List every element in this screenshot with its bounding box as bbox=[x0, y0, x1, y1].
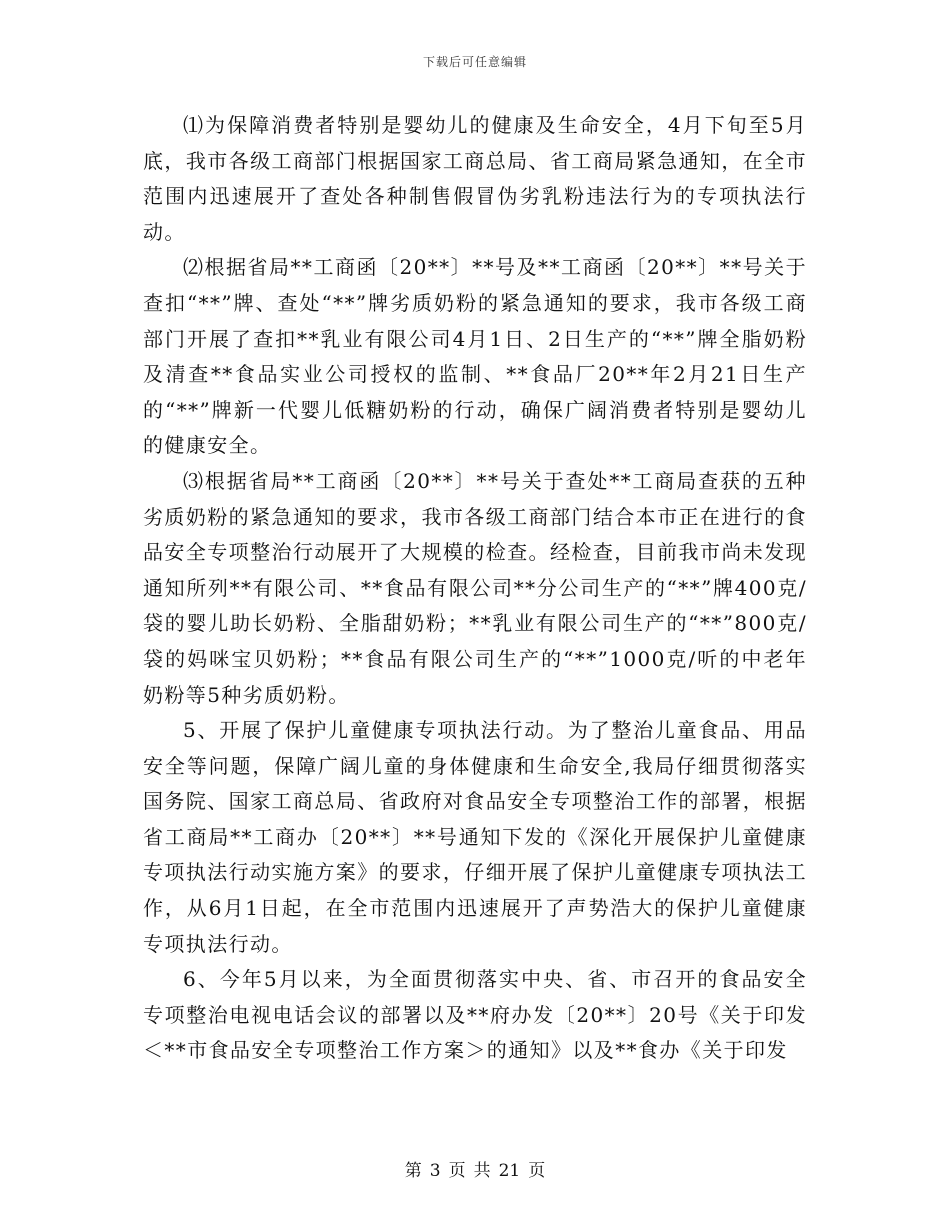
paragraph-4: 5、开展了保护儿童健康专项执法行动。为了整治儿童食品、用品安全等问题，保障广阔儿童的身体健康和生命安全,我局仔细贯彻落实国务院、国家工商总局、省政府对食品安全专项整治工作的部署，根据省工商局**工商办〔20**〕**号通知下发的《深化开展保护儿童健康专项执法行动实施方案》的要求，仔细开展了保护儿童健康专项执法工作，从6月1日起，在全市范围内迅速展开了声势浩大的保护儿童健康专项执法行动。 bbox=[143, 718, 807, 956]
footer-page-word: 页 bbox=[448, 1161, 466, 1181]
paragraph-1: ⑴为保障消费者特别是婴幼儿的健康及生命安全，4月下旬至5月底，我市各级工商部门根据国家工商总局、省工商局紧急通知，在全市范围内迅速展开了查处各种制售假冒伪劣乳粉违法行为的专项执法行动。 bbox=[143, 113, 807, 244]
footer-prefix: 第 bbox=[404, 1161, 422, 1181]
paragraph-2: ⑵根据省局**工商函〔20**〕**号及**工商函〔20**〕**号关于查扣“**”牌、查处“**”牌劣质奶粉的紧急通知的要求，我市各级工商部门开展了查扣**乳业有限公司4月1日、2日生产的“**”牌全脂奶粉及清查**食品实业公司授权的监制、**食品厂20**年2月21日生产的“**”牌新一代婴儿低糖奶粉的行动，确保广阔消费者特别是婴幼儿的健康安全。 bbox=[143, 255, 807, 458]
footer-suffix: 页 bbox=[528, 1161, 546, 1181]
current-page-number: 3 bbox=[429, 1161, 441, 1181]
paragraph-3: ⑶根据省局**工商函〔20**〕**号关于查处**工商局查获的五种劣质奶粉的紧急通知的要求，我市各级工商部门结合本市正在进行的食品安全专项整治行动展开了大规模的检查。经检查，目前我市尚未发现通知所列**有限公司、**食品有限公司**分公司生产的“**”牌400克/袋的婴儿助长奶粉、全脂甜奶粉；**乳业有限公司生产的“**”800克/袋的妈咪宝贝奶粉；**食品有限公司生产的“**”1000克/听的中老年奶粉等5种劣质奶粉。 bbox=[143, 468, 807, 707]
footer-total-word: 共 bbox=[473, 1161, 491, 1181]
document-body bbox=[143, 108, 807, 1069]
header-note: 下载后可任意编辑 bbox=[422, 55, 527, 69]
page-number-footer bbox=[0, 1156, 950, 1181]
total-page-number: 21 bbox=[498, 1161, 521, 1181]
paragraph-5: 6、今年5月以来，为全面贯彻落实中央、省、市召开的食品安全专项整治电视电话会议的部署以及**府办发〔20**〕20号《关于印发＜**市食品安全专项整治工作方案＞的通知》以及**食办《关于印发 bbox=[143, 967, 807, 1063]
